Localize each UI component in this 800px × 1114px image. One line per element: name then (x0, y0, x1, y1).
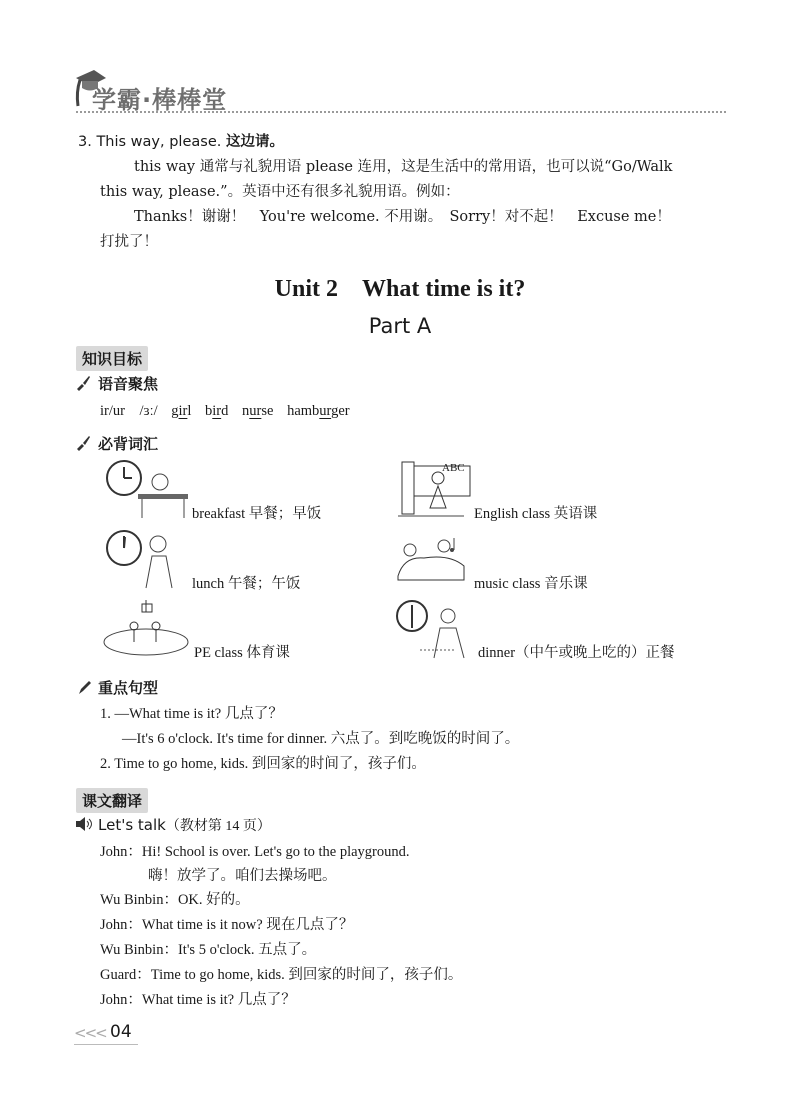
phonics-row (100, 399, 350, 420)
page-number: 04 (110, 1022, 132, 1042)
dialogue-line: John：What time is it? 几点了？ (100, 992, 296, 1008)
note3-heading-bold: 这边请。 (225, 134, 284, 150)
note3-line4: 打扰了！ (100, 234, 158, 250)
dialogue-line: Guard：Time to go home, kids. 到回家的时间了，孩子们。 (100, 967, 463, 983)
dialogue-line: 嗨！放学了。咱们去操场吧。 (148, 868, 337, 884)
pen-icon (76, 678, 94, 696)
vocab-label: 必背词汇 (98, 435, 159, 453)
vocab-item: dinner（中午或晚上吃的）正餐 (478, 645, 675, 661)
speaker-icon (74, 816, 94, 832)
header-divider (76, 111, 726, 113)
unit-title: Unit 2 What time is it? (274, 276, 526, 302)
vocab-item: breakfast 早餐；早饭 (192, 506, 322, 522)
dialogue-line: Wu Binbin：It's 5 o'clock. 五点了。 (100, 942, 317, 958)
phonics-word: bird (205, 403, 229, 419)
dialogue-line: John：Hi! School is over. Let's go to the playground. (100, 844, 410, 860)
section-knowledge-label: 知识目标 (76, 346, 148, 371)
sentences-label: 重点句型 (98, 679, 159, 697)
brush-icon (74, 374, 92, 392)
sentence-line: —It's 6 o'clock. It's time for dinner. 六点了。到吃晚饭的时间了。 (122, 731, 520, 747)
sentence-line: 2. Time to go home, kids. 到回家的时间了，孩子们。 (100, 756, 426, 772)
pe-class-illustration (100, 598, 192, 660)
board-abc-label: ABC (442, 462, 465, 474)
phonics-label: 语音聚焦 (98, 375, 159, 393)
header-title: 学霸·棒棒堂 (92, 86, 228, 114)
note3-line2: this way, please.”。英语中还有很多礼貌用语。例如： (100, 184, 460, 200)
vocab-item: English class 英语课 (474, 506, 598, 522)
talk-title: Let's talk (98, 816, 166, 834)
phonics-word: hamburger (287, 403, 350, 419)
phonics-pattern: ir/ur /ɜː/ (100, 403, 158, 419)
footer-arrows: <<< (74, 1024, 106, 1042)
note3-line3: Thanks！谢谢！ You're welcome. 不用谢。 Sorry！对不起！ Excuse me！ (134, 209, 671, 225)
note3-heading (78, 130, 284, 151)
lunch-illustration (102, 528, 190, 590)
note3-line1: this way 通常与礼貌用语 please 连用，这是生活中的常用语，也可以说“Go/Walk (134, 159, 673, 175)
note3-heading-prefix: 3. This way, please. (78, 134, 226, 150)
part-title: Part A (368, 314, 432, 338)
phonics-word: nurse (242, 403, 274, 419)
sentence-line: 1. —What time is it? 几点了？ (100, 706, 283, 722)
footer-rule (74, 1044, 138, 1045)
brush-icon (74, 434, 92, 452)
vocab-item: lunch 午餐；午饭 (192, 576, 301, 592)
phonics-word: girl (171, 403, 192, 419)
dialogue-line: Wu Binbin：OK. 好的。 (100, 892, 250, 908)
music-class-illustration (394, 536, 468, 588)
vocab-item: PE class 体育课 (194, 645, 290, 661)
breakfast-illustration (102, 458, 190, 520)
talk-heading (98, 815, 271, 835)
section-translation-label: 课文翻译 (76, 788, 148, 813)
talk-ref: （教材第 14 页） (165, 819, 271, 834)
dialogue-line: John：What time is it now? 现在几点了？ (100, 917, 354, 933)
vocab-item: music class 音乐课 (474, 576, 588, 592)
dinner-illustration (394, 598, 472, 660)
